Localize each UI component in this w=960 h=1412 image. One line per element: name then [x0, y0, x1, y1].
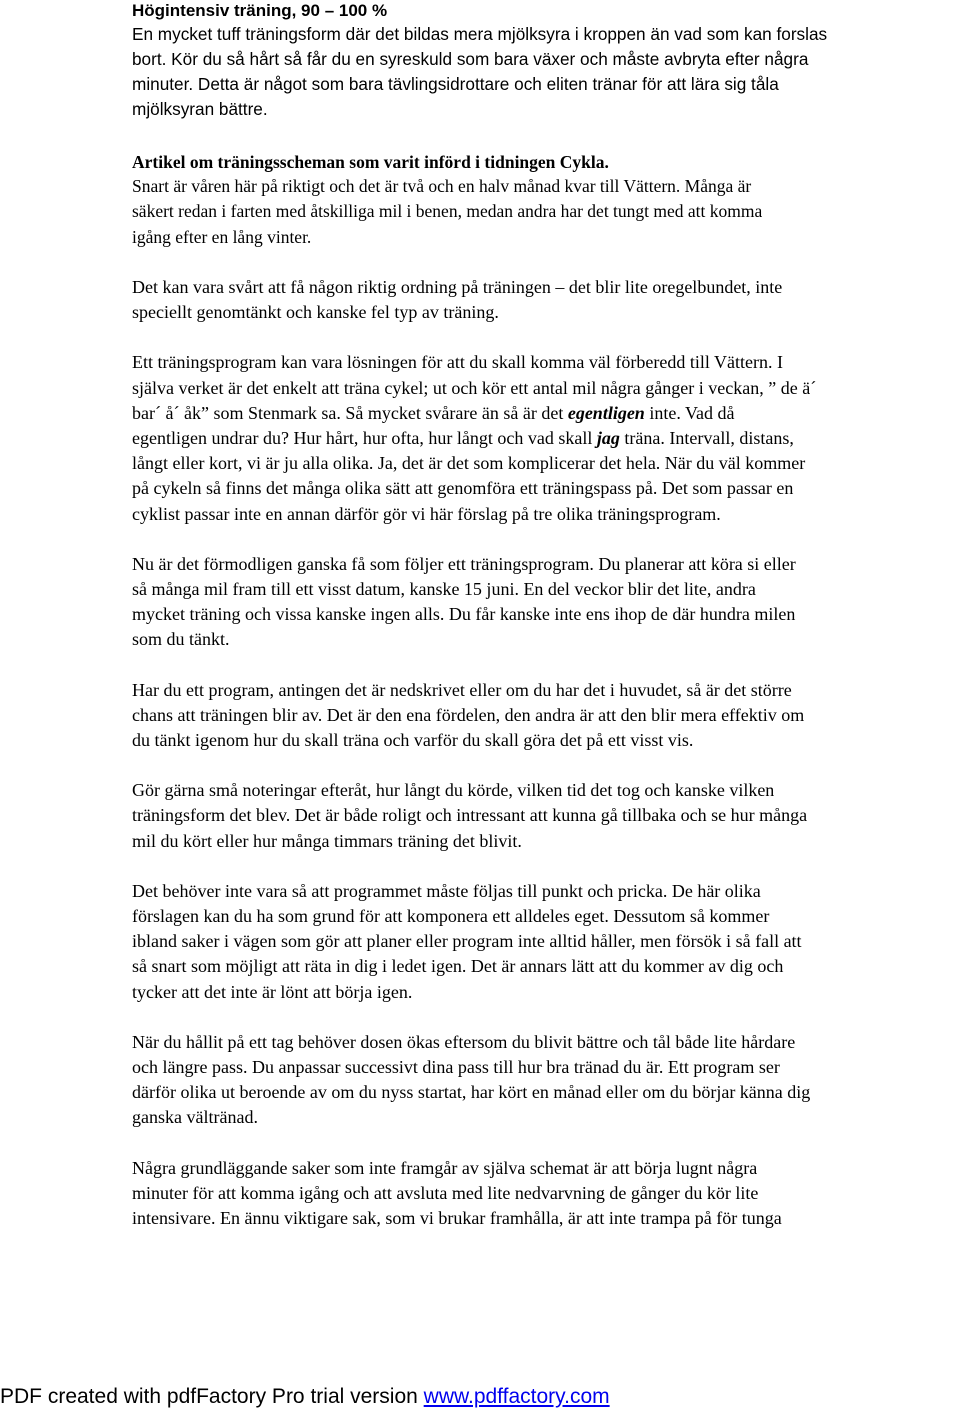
text-line: Nu är det förmodligen ganska få som följer ett träningsprogram. Du planerar att köra si eller [132, 553, 796, 574]
text-line: Har du ett program, antingen det är nedskrivet eller om du har det i huvudet, så är det större [132, 679, 792, 700]
text-line: chans att träningen blir av. Det är den ena fördelen, den andra är att den blir mera effektiv om [132, 704, 805, 725]
text-line: speciellt genomtänkt och kanske fel typ av träning. [132, 302, 499, 323]
text-line: därför olika ut beroende av om du nyss startat, har kört en månad eller om du börjar känna dig [132, 1082, 811, 1103]
pdffactory-link[interactable]: www.pdffactory.com [423, 1385, 610, 1408]
paragraph [132, 552, 960, 653]
text-line: långt eller kort, vi är ju alla olika. Ja, det är det som komplicerar det hela. När du väl kommer [132, 453, 806, 474]
paragraph [132, 174, 960, 250]
text-segment: egentligen undrar du? Hur hårt, hur ofta, hur långt och vad skall [132, 427, 597, 448]
section-article [132, 151, 960, 250]
text-line: och längre pass. Du anpassar successivt dina pass till hur bra tränad du är. Ett program ser [132, 1056, 780, 1077]
text-segment: träna. Intervall, distans, [619, 427, 794, 448]
paragraph [132, 275, 960, 325]
text-line: cyklist passar inte en annan därför gör vi här förslag på tre olika träningsprogram. [132, 503, 721, 524]
document-page [132, 0, 960, 1231]
emphasis-text: jag [596, 427, 620, 448]
section-high-intensity [132, 0, 960, 122]
text-line: mycket träning och vissa kanske ingen alls. Du får kanske inte ens ihop de där hundra milen [132, 604, 796, 625]
paragraph [132, 879, 960, 1005]
text-line: själva verket är det enkelt att träna cykel; ut och kör ett antal mil några gånger i veckan, ” de ä´ [132, 377, 817, 398]
paragraph [132, 778, 960, 854]
text-line: som du tänkt. [132, 629, 230, 650]
paragraph [132, 350, 960, 526]
text-segment: inte. Vad då [644, 402, 735, 423]
text-line: tycker att det inte är lönt att börja igen. [132, 981, 413, 1002]
paragraph [132, 678, 960, 754]
text-line: så snart som möjligt att räta in dig i ledet igen. Det är annars lätt att du kommer av dig och [132, 956, 784, 977]
text-line: intensivare. En ännu viktigare sak, som vi brukar framhålla, är att inte trampa på för tunga [132, 1207, 782, 1228]
text-line: Gör gärna små noteringar efteråt, hur långt du körde, vilken tid det tog och kanske vilken [132, 780, 775, 801]
text-segment: bar´ å´ åk” som Stenmark sa. Så mycket svårare än så är det [132, 402, 568, 423]
text-line: du tänkt igenom hur du skall träna och varför du skall göra det på ett visst vis. [132, 729, 694, 750]
text-line: igång efter en lång vinter. [132, 226, 312, 247]
paragraph [132, 1030, 960, 1131]
pdf-footer [0, 1384, 610, 1410]
text-line: mil du kört eller hur många timmars träning det blivit. [132, 830, 522, 851]
text-line: Det behöver inte vara så att programmet måste följas till punkt och pricka. De här olika [132, 880, 761, 901]
footer-text: PDF created with pdfFactory Pro trial version [0, 1385, 424, 1408]
section-heading: Högintensiv träning, 90 – 100 % [132, 1, 388, 20]
text-line: så många mil fram till ett visst datum, kanske 15 juni. En del veckor blir det lite, andra [132, 578, 756, 599]
text-line: Några grundläggande saker som inte framgår av själva schemat är att börja lugnt några [132, 1157, 758, 1178]
text-line [132, 426, 960, 451]
text-line: minuter för att komma igång och att avsluta med lite nedvarvning de gånger du kör lite [132, 1182, 759, 1203]
text-line: ibland saker i vägen som gör att planer eller program inte alltid håller, men försök i så fall att [132, 931, 802, 952]
text-line: Snart är våren här på riktigt och det är två och en halv månad kvar till Vättern. Många är [132, 176, 752, 196]
text-line: Ett träningsprogram kan vara lösningen för att du skall komma väl förberedd till Vättern. I [132, 352, 783, 373]
text-line: En mycket tuff träningsform där det bildas mera mjölksyra i kroppen än vad som kan forslas [132, 24, 828, 44]
section-heading: Artikel om träningsscheman som varit införd i tidningen Cykla. [132, 152, 609, 172]
text-line: minuter. Detta är något som bara tävlingsidrottare och eliten tränar för att lära sig tåla [132, 74, 779, 94]
paragraph [132, 1156, 960, 1232]
text-line: När du hållit på ett tag behöver dosen ökas eftersom du blivit bättre och tål både lite hårdare [132, 1031, 796, 1052]
text-line: träningsform det blev. Det är både roligt och intressant att kunna gå tillbaka och se hur många [132, 805, 808, 826]
text-line: mjölksyran bättre. [132, 99, 268, 119]
text-line: säkert redan i farten med åtskilliga mil i benen, medan andra har det tungt med att komma [132, 201, 763, 222]
text-line: förslagen kan du ha som grund för att komponera ett alldeles eget. Dessutom så kommer [132, 905, 770, 926]
emphasis-text: egentligen [567, 402, 645, 423]
text-line: Det kan vara svårt att få någon riktig ordning på träningen – det blir lite oregelbundet, inte [132, 276, 783, 297]
text-line: på cykeln så finns det många olika sätt att genomföra ett träningspass på. Det som passar en [132, 478, 794, 499]
paragraph [132, 22, 960, 122]
text-line: bort. Kör du så hårt så får du en syreskuld som bara växer och måste avbryta efter några [132, 49, 809, 69]
text-line [132, 401, 960, 426]
text-line: ganska vältränad. [132, 1107, 258, 1128]
